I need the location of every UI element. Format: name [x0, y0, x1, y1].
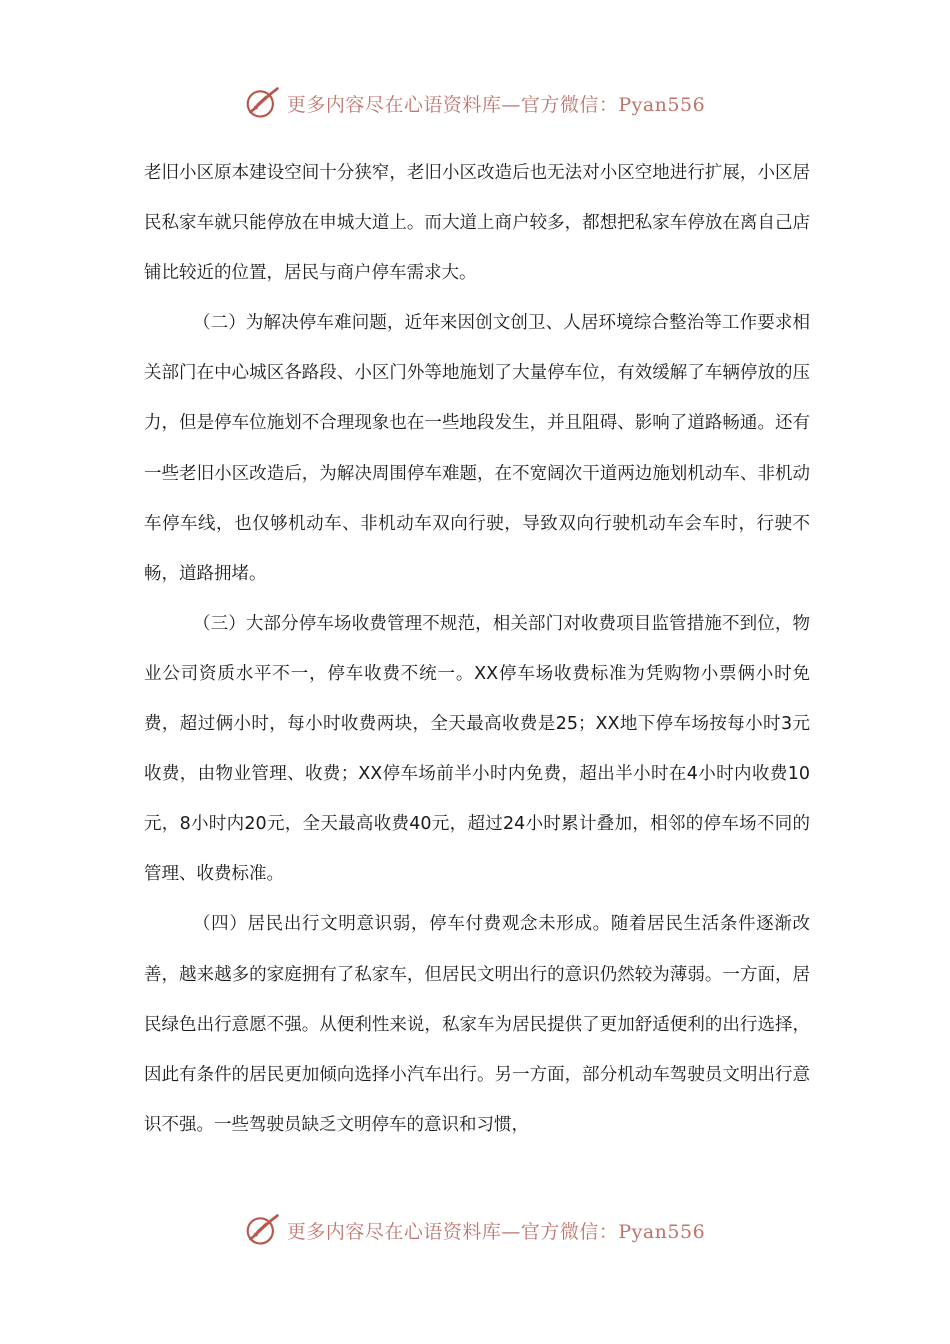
paragraph-2: （二）为解决停车难问题，近年来因创文创卫、人居环境综合整治等工作要求相关部门在中心城区各路段、小区门外等地施划了大量停车位，有效缓解了车辆停放的压力，但是停车位施划不合理现象也在一些地段发生，并且阻碍、影响了道路畅通。还有一些老旧小区改造后，为解决周围停车难题，在不宽阔次干道两边施划机动车、非机动车停车线，也仅够机动车、非机动车双向行驶，导致双向行驶机动车会车时，行驶不畅，道路拥堵。: [144, 313, 810, 584]
watermark-text: 更多内容尽在心语资料库—官方微信：Pyan556: [286, 93, 706, 116]
footer-watermark: [0, 1208, 950, 1252]
pen-logo-icon: [245, 1212, 281, 1248]
pen-logo-icon: [245, 85, 281, 121]
header-watermark: [0, 81, 950, 125]
paragraph-1: 老旧小区原本建设空间十分狭窄，老旧小区改造后也无法对小区空地进行扩展，小区居民私家车就只能停放在申城大道上。而大道上商户较多，都想把私家车停放在离自己店铺比较近的位置，居民与商户停车需求大。: [144, 163, 810, 284]
paragraph-4: （四）居民出行文明意识弱，停车付费观念未形成。随着居民生活条件逐渐改善，越来越多的家庭拥有了私家车，但居民文明出行的意识仍然较为薄弱。一方面，居民绿色出行意愿不强。从便利性来说，私家车为居民提供了更加舒适便利的出行选择，因此有条件的居民更加倾向选择小汽车出行。另一方面，部分机动车驾驶员文明出行意识不强。一些驾驶员缺乏文明停车的意识和习惯，: [144, 914, 810, 1135]
paragraph-3: （三）大部分停车场收费管理不规范，相关部门对收费项目监管措施不到位，物业公司资质水平不一，停车收费不统一。XX停车场收费标准为凭购物小票俩小时免费，超过俩小时，每小时收费两块，全天最高收费是25；XX地下停车场按每小时3元收费，由物业管理、收费；XX停车场前半小时内免费，超出半小时在4小时内收费10元，8小时内20元，全天最高收费40元，超过24小时累计叠加，相邻的停车场不同的管理、收费标准。: [144, 613, 810, 885]
document-body: [144, 148, 810, 1150]
watermark-text: 更多内容尽在心语资料库—官方微信：Pyan556: [286, 1220, 706, 1243]
